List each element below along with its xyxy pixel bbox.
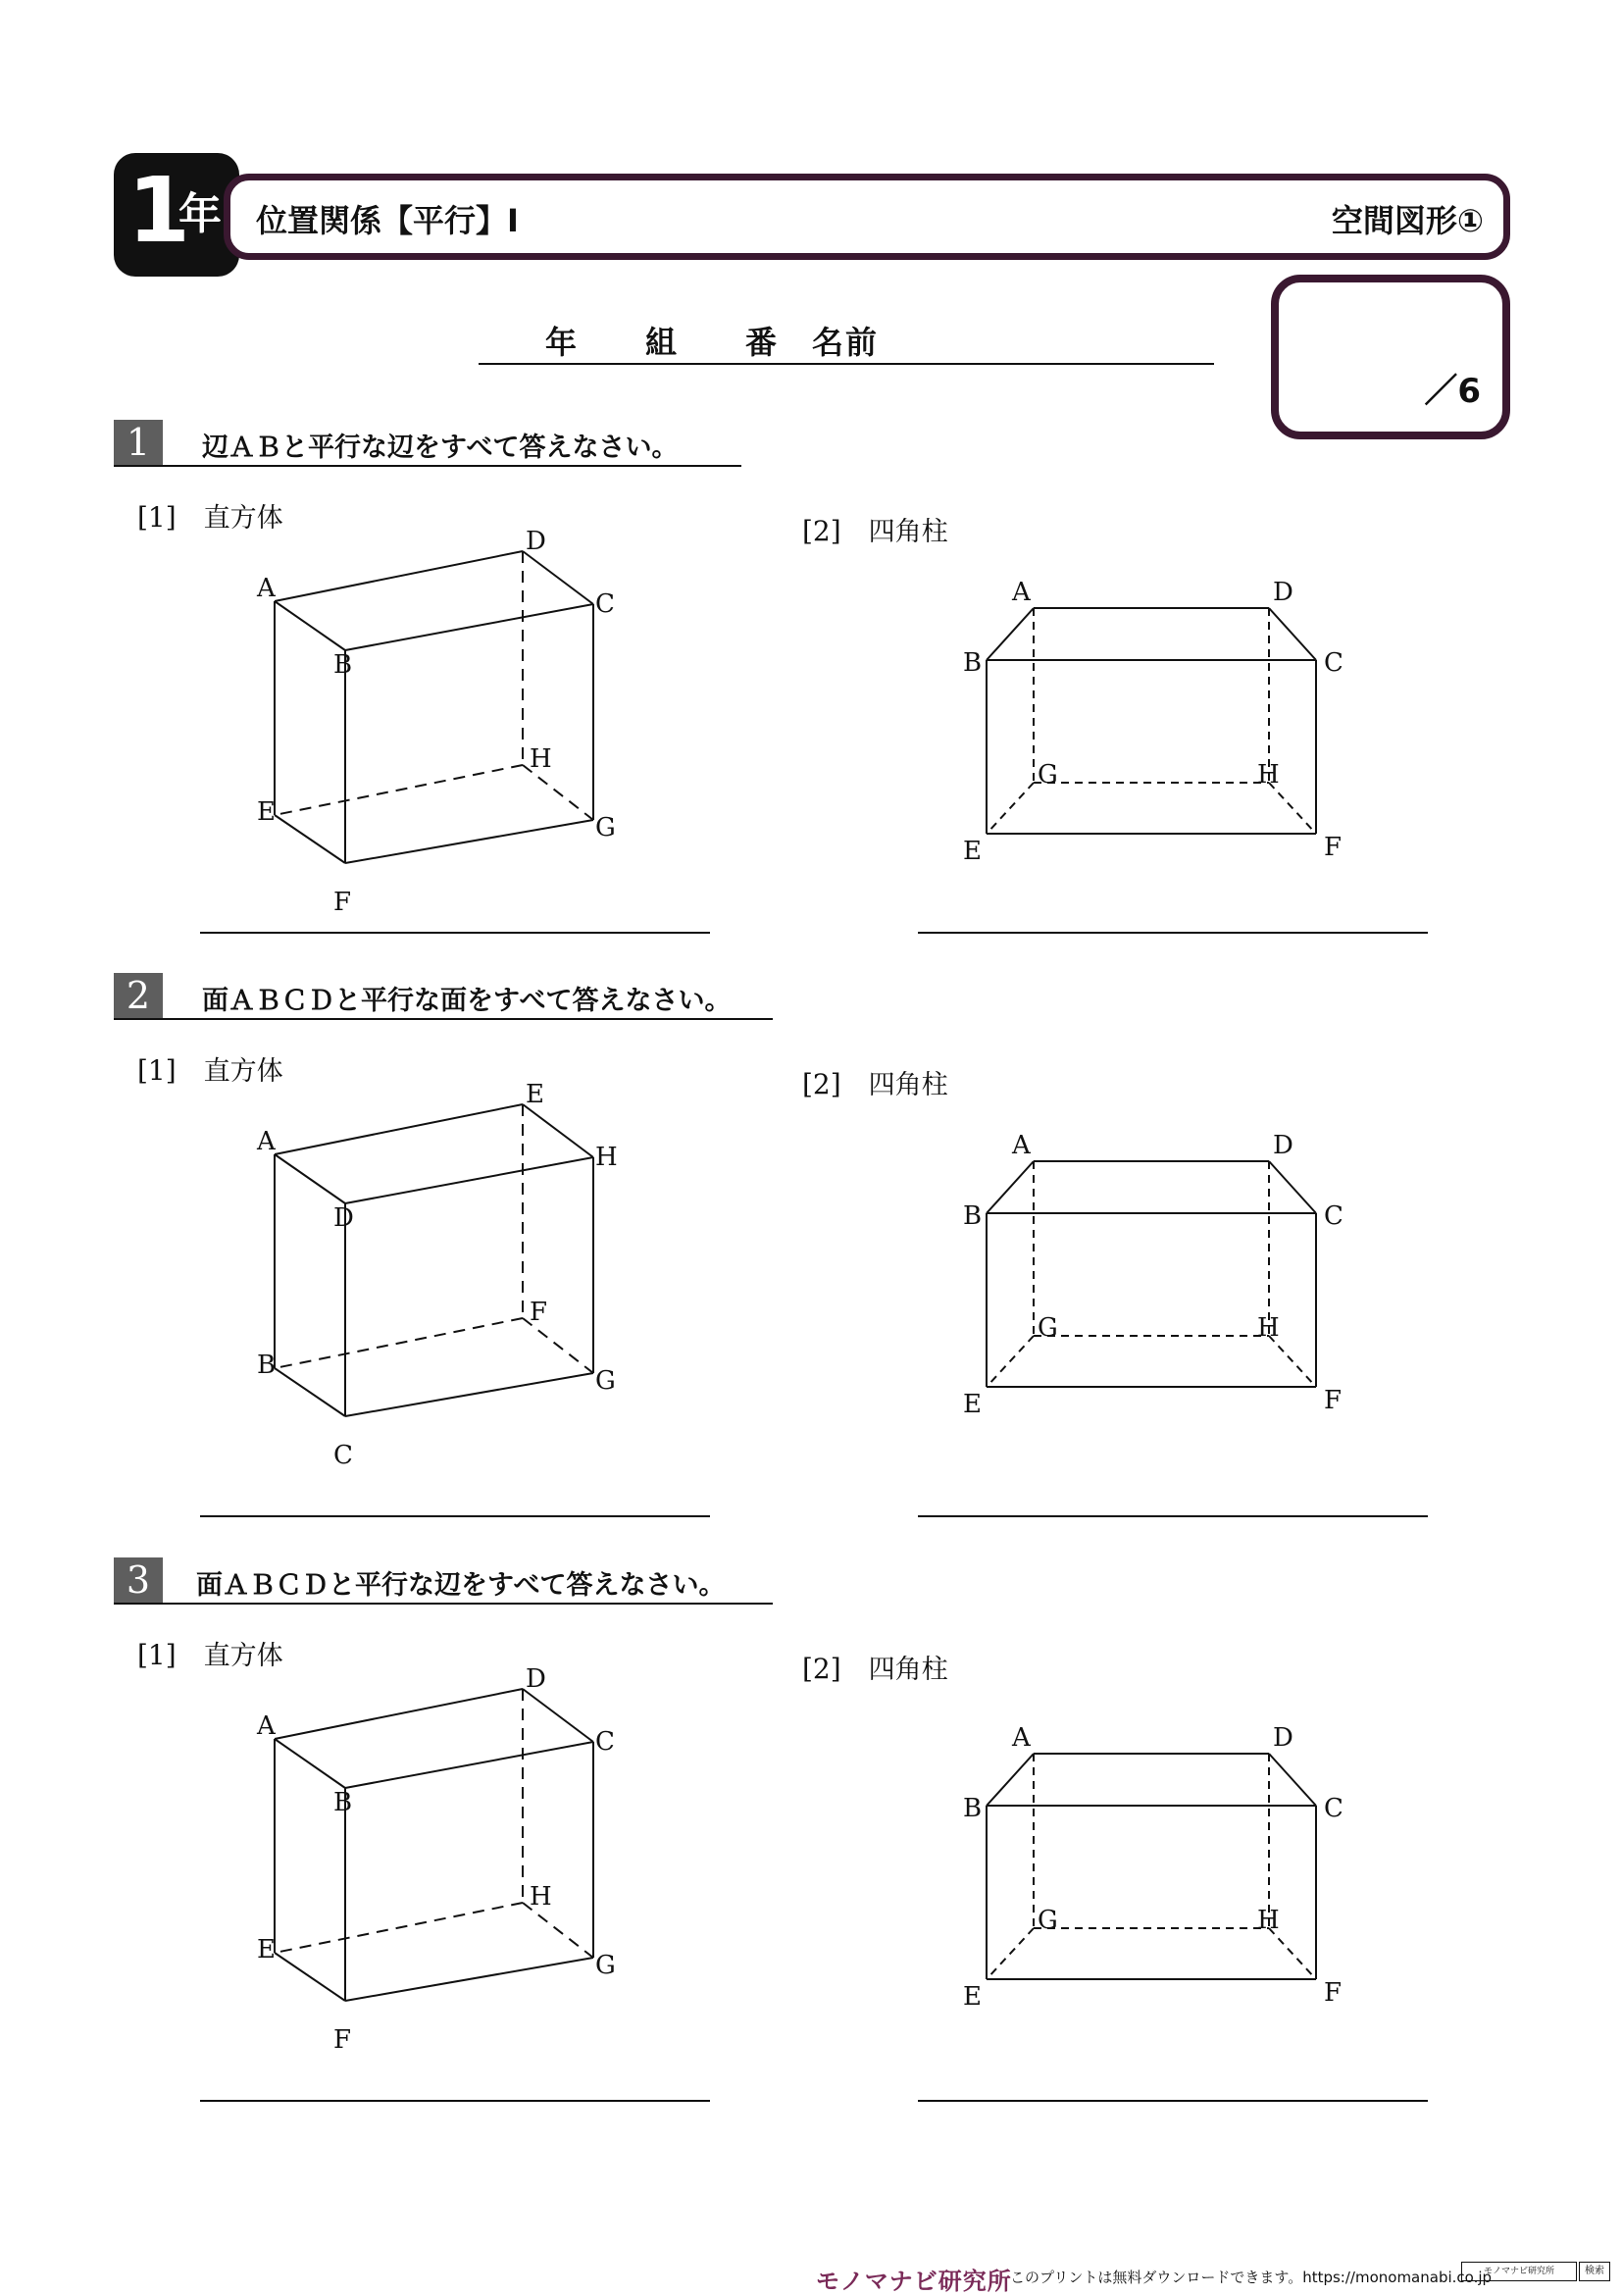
vertex-label: A — [1012, 1723, 1031, 1753]
edge-solid — [1269, 1754, 1316, 1806]
edge-hidden — [275, 765, 523, 815]
edge-solid — [1269, 1161, 1316, 1213]
edge-hidden — [275, 1903, 523, 1953]
question-text: 面ＡＢＣＤと平行な面をすべて答えなさい。 — [202, 986, 732, 1016]
edge-solid — [275, 551, 523, 601]
edge-solid — [523, 551, 593, 604]
vertex-label: G — [1038, 1906, 1058, 1935]
edge-solid — [345, 604, 593, 650]
score-box — [1271, 275, 1510, 439]
edge-hidden — [987, 1928, 1034, 1979]
vertex-label: C — [595, 589, 615, 619]
vertex-label: D — [1273, 578, 1293, 607]
vertex-label: B — [963, 648, 983, 678]
cuboid-figure — [218, 1002, 669, 1483]
subquestion-number: [2] — [802, 1653, 841, 1685]
edge-solid — [275, 1739, 345, 1788]
vertex-label: E — [526, 1080, 544, 1109]
vertex-label: B — [333, 650, 353, 680]
subquestion-right — [802, 1063, 948, 1101]
vertex-label: D — [526, 1664, 546, 1694]
vertex-label: E — [257, 1935, 276, 1964]
edge-solid — [987, 1161, 1034, 1213]
question-number: 1 — [114, 420, 163, 465]
shape-name: 四角柱 — [868, 517, 948, 547]
vertex-label: A — [1012, 1131, 1031, 1160]
edge-hidden — [1269, 1336, 1316, 1387]
edge-solid — [275, 1154, 345, 1203]
vertex-label: H — [1257, 1906, 1280, 1935]
subquestion-right — [802, 510, 948, 548]
edge-solid — [275, 1368, 345, 1416]
vertex-label: G — [1038, 760, 1058, 790]
question-number: 3 — [114, 1557, 163, 1603]
vertex-label: B — [333, 1788, 353, 1817]
answer-line-right[interactable] — [918, 932, 1428, 934]
edge-solid — [275, 815, 345, 863]
prism-figure — [918, 1102, 1369, 1436]
unit-title: 空間図形① — [1331, 202, 1484, 239]
vertex-label: G — [1038, 1313, 1058, 1343]
vertex-label: D — [1273, 1131, 1293, 1160]
vertex-label: A — [257, 1711, 276, 1741]
vertex-label: C — [595, 1727, 615, 1757]
vertex-label: B — [963, 1201, 983, 1231]
vertex-label: E — [257, 797, 276, 827]
grade-kanji: 年 — [178, 189, 222, 239]
vertex-label: F — [1324, 1978, 1343, 2008]
vertex-label: G — [595, 813, 616, 842]
vertex-label: A — [257, 1127, 276, 1156]
name-field-labels: 年 組 番 名前 — [545, 324, 880, 361]
title-bar — [224, 174, 1510, 260]
footer-search-box[interactable]: モノマナビ研究所 — [1461, 2262, 1577, 2281]
subquestion-right — [802, 1648, 948, 1686]
edge-solid — [345, 1958, 593, 2001]
vertex-label: F — [530, 1298, 548, 1327]
edge-solid — [523, 1104, 593, 1157]
vertex-label: B — [257, 1351, 277, 1380]
vertex-label: C — [333, 1441, 353, 1470]
vertex-label: H — [595, 1143, 618, 1172]
vertex-label: F — [333, 2025, 352, 2055]
shape-name: 四角柱 — [868, 1070, 948, 1100]
vertex-label: A — [1012, 578, 1031, 607]
prism-figure — [918, 1695, 1369, 2028]
vertex-label: F — [333, 888, 352, 917]
vertex-label: D — [1273, 1723, 1293, 1753]
edge-solid — [987, 608, 1034, 660]
vertex-label: D — [333, 1203, 354, 1233]
vertex-label: F — [1324, 833, 1343, 862]
vertex-label: C — [1324, 648, 1343, 678]
edge-solid — [1269, 608, 1316, 660]
answer-line-right[interactable] — [918, 1515, 1428, 1517]
shape-name: 直方体 — [203, 1056, 283, 1087]
edge-solid — [275, 601, 345, 650]
question-number: 2 — [114, 973, 163, 1018]
edge-solid — [275, 1689, 523, 1739]
edge-solid — [987, 1754, 1034, 1806]
grade-number: 1 — [127, 158, 191, 263]
vertex-label: D — [526, 527, 546, 556]
edge-hidden — [987, 783, 1034, 834]
subquestion-number: [1] — [137, 501, 177, 534]
answer-line-right[interactable] — [918, 2100, 1428, 2102]
shape-name: 四角柱 — [868, 1655, 948, 1685]
grade-badge — [114, 153, 239, 277]
answer-line-left[interactable] — [200, 932, 710, 934]
vertex-label: H — [1257, 760, 1280, 790]
name-field[interactable] — [479, 318, 1214, 365]
vertex-label: G — [595, 1951, 616, 1980]
shape-name: 直方体 — [203, 1641, 283, 1671]
edge-solid — [345, 1373, 593, 1416]
question-text: 辺ＡＢと平行な辺をすべて答えなさい。 — [202, 433, 679, 463]
vertex-label: E — [963, 837, 982, 866]
vertex-label: H — [1257, 1313, 1280, 1343]
vertex-label: H — [530, 1882, 552, 1912]
edge-solid — [345, 1157, 593, 1203]
edge-solid — [345, 1742, 593, 1788]
answer-line-left[interactable] — [200, 2100, 710, 2102]
subquestion-number: [1] — [137, 1639, 177, 1671]
vertex-label: C — [1324, 1794, 1343, 1823]
footer-search-button[interactable]: 検索 — [1579, 2262, 1610, 2281]
edge-hidden — [275, 1318, 523, 1368]
vertex-label: F — [1324, 1386, 1343, 1415]
cuboid-figure — [218, 1587, 669, 2067]
edge-hidden — [1269, 1928, 1316, 1979]
vertex-label: H — [530, 744, 552, 774]
subquestion-number: [1] — [137, 1054, 177, 1087]
edge-solid — [275, 1104, 523, 1154]
subquestion-number: [2] — [802, 515, 841, 547]
footer-logo: モノマナビ研究所 — [816, 2268, 1012, 2295]
worksheet-title: 位置関係【平行】Ⅰ — [256, 202, 519, 239]
edge-solid — [275, 1953, 345, 2001]
vertex-label: E — [963, 1390, 982, 1419]
edge-hidden — [1269, 783, 1316, 834]
vertex-label: C — [1324, 1201, 1343, 1231]
shape-name: 直方体 — [203, 503, 283, 534]
answer-line-left[interactable] — [200, 1515, 710, 1517]
vertex-label: B — [963, 1794, 983, 1823]
footer-text: このプリントは無料ダウンロードできます。https://monomanabi.co.jp — [1010, 2269, 1493, 2286]
vertex-label: G — [595, 1366, 616, 1396]
prism-figure — [918, 549, 1369, 883]
vertex-label: A — [257, 574, 276, 603]
cuboid-figure — [218, 449, 669, 930]
edge-solid — [345, 820, 593, 863]
edge-hidden — [987, 1336, 1034, 1387]
vertex-label: E — [963, 1982, 982, 2012]
question-text: 面ＡＢＣＤと平行な辺をすべて答えなさい。 — [196, 1570, 726, 1601]
subquestion-number: [2] — [802, 1068, 841, 1100]
edge-solid — [523, 1689, 593, 1742]
score-total: ／6 — [1424, 372, 1481, 411]
